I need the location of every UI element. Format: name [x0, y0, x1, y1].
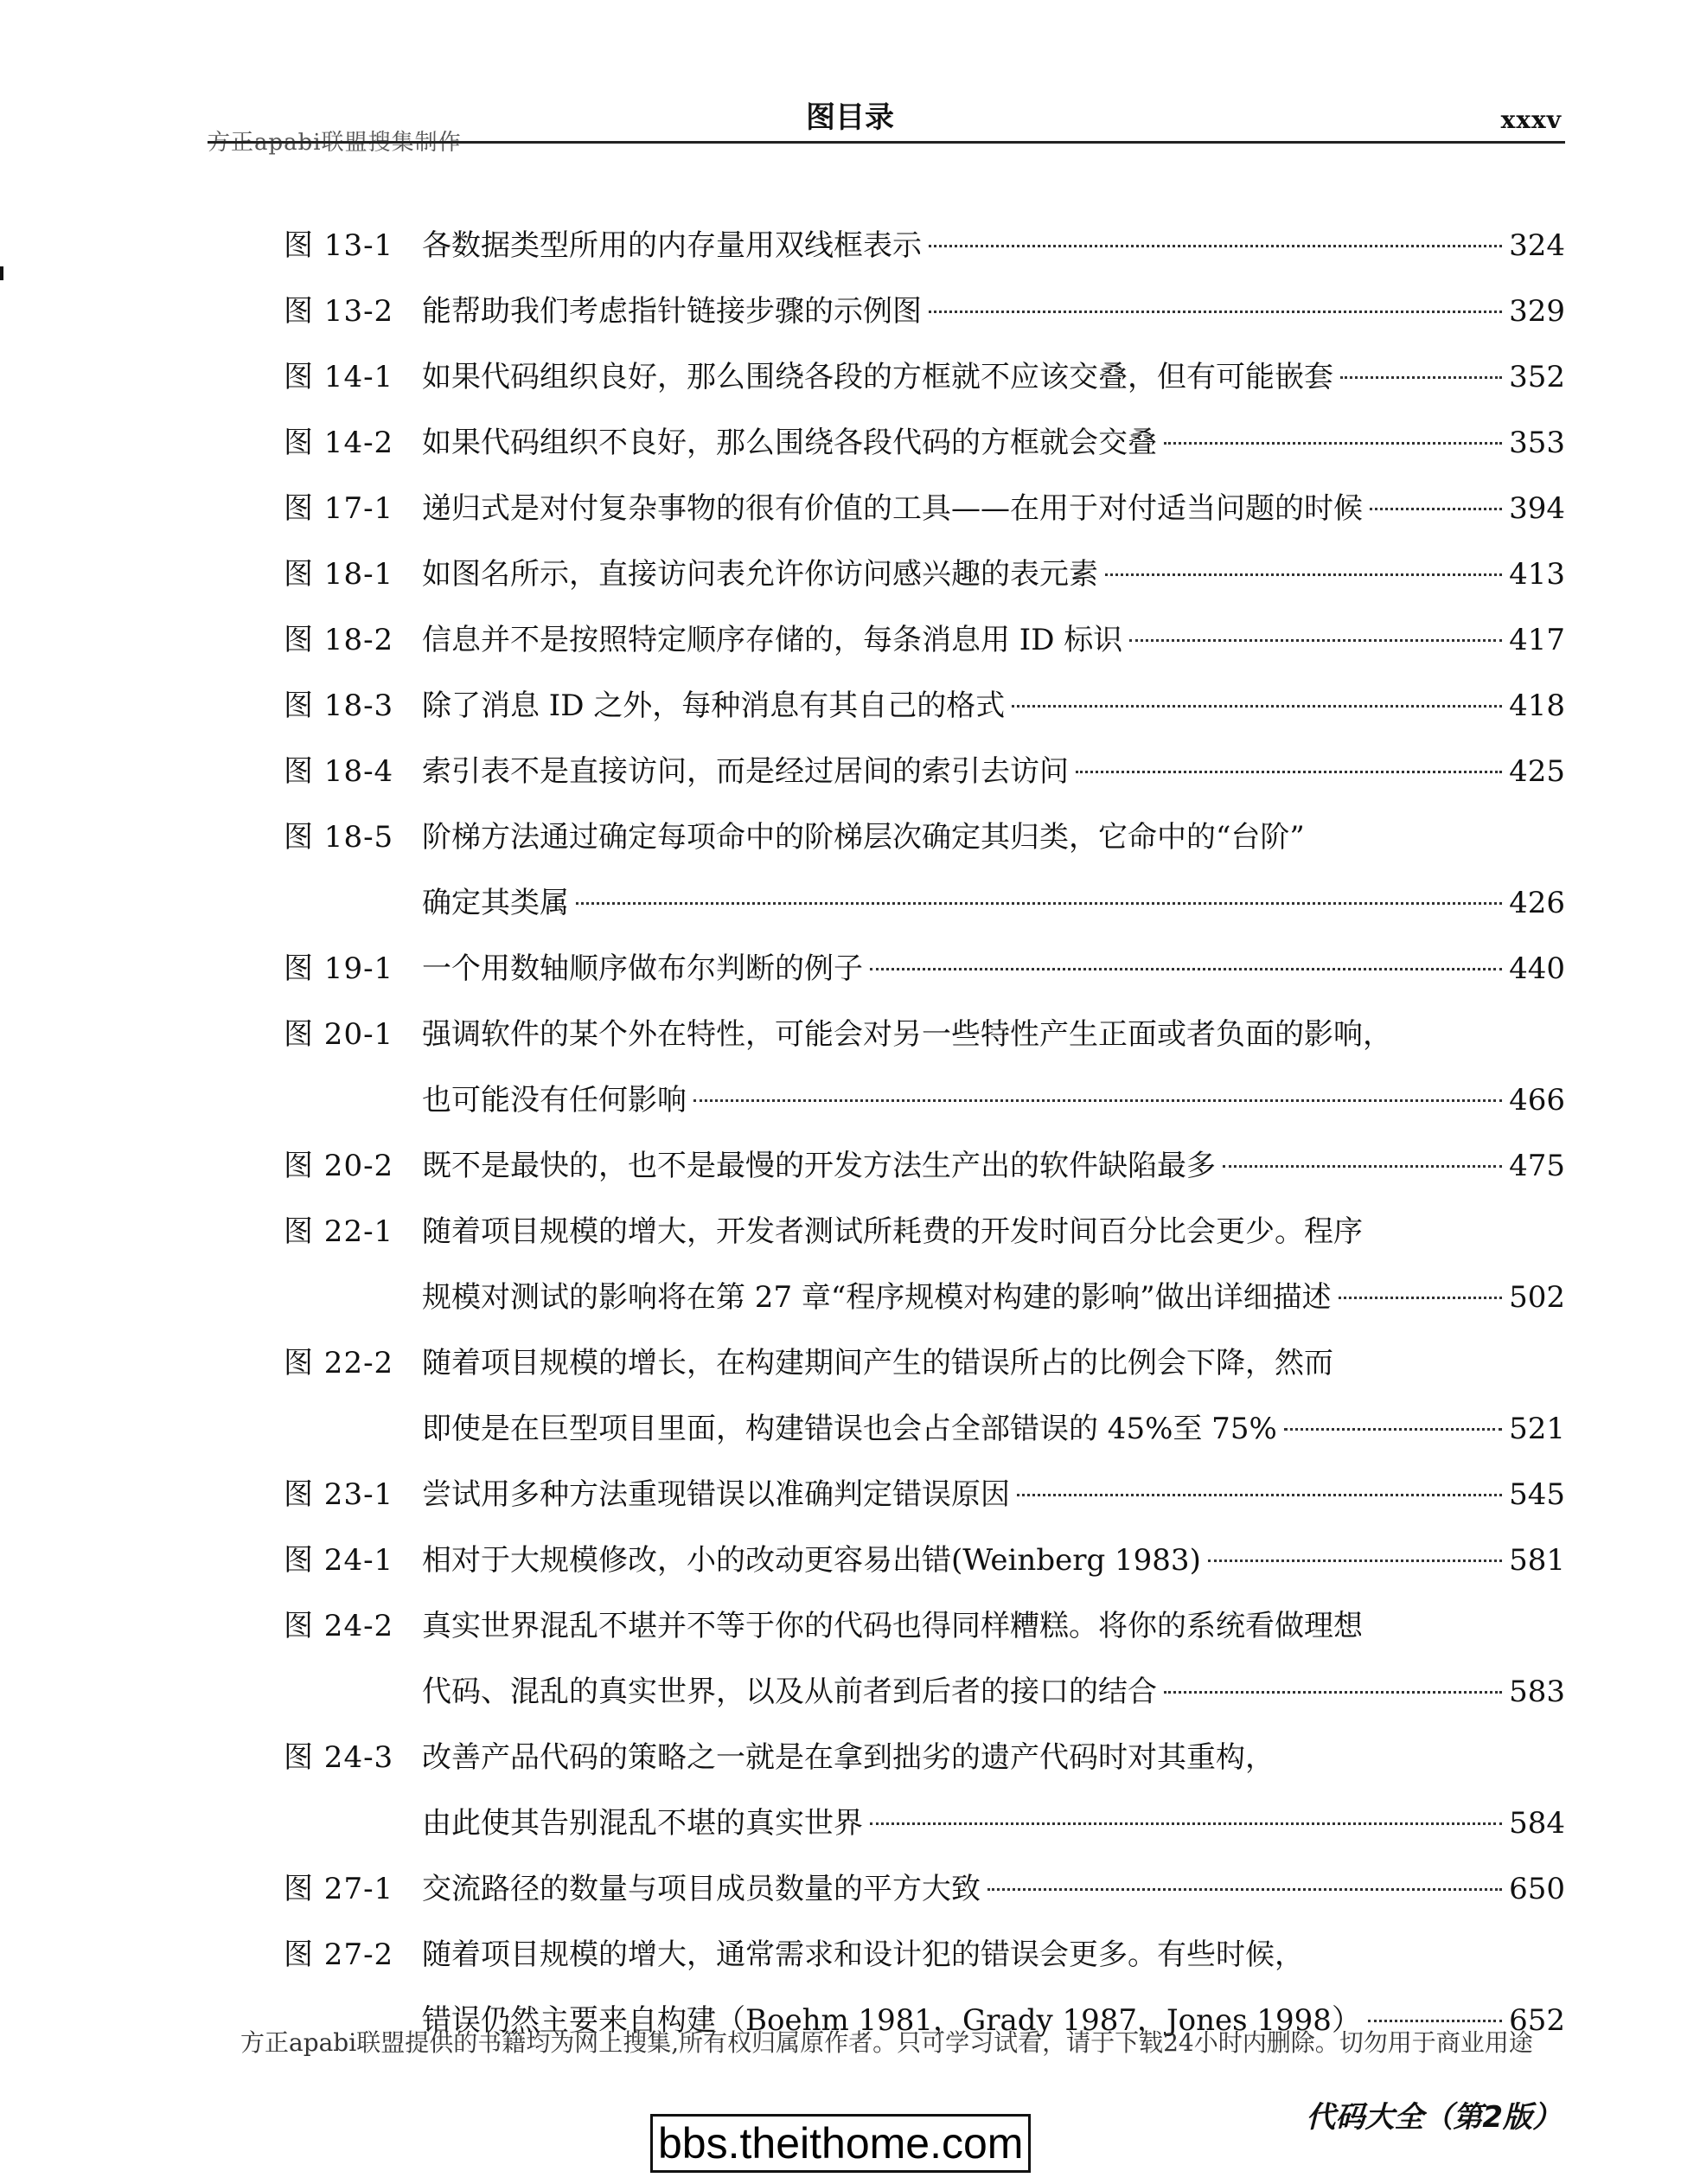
- figure-caption: 强调软件的某个外在特性，可能会对另一些特性产生正面或者负面的影响，: [422, 1017, 1392, 1052]
- page-reference: 418: [1509, 689, 1565, 723]
- page-reference: 650: [1509, 1872, 1565, 1906]
- entry-line: [284, 1199, 1565, 1265]
- entry-line: [284, 804, 1565, 870]
- page-reference: 394: [1509, 491, 1565, 526]
- figure-caption: 信息并不是按照特定顺序存储的，每条消息用 ID 标识: [422, 623, 1123, 657]
- entry-line: [284, 739, 1565, 804]
- entry-line: [284, 870, 1565, 936]
- entry-line: [284, 1725, 1565, 1790]
- margin-mark: [0, 266, 3, 280]
- figure-entry: [284, 476, 1565, 541]
- figure-number: 图 24-2: [284, 1609, 394, 1643]
- figure-caption: 规模对测试的影响将在第 27 章“程序规模对构建的影响”做出详细描述: [422, 1280, 1332, 1315]
- figure-number: 图 23-1: [284, 1477, 394, 1512]
- entry-line: [284, 1922, 1565, 1988]
- figure-number: 图 22-2: [284, 1346, 394, 1380]
- figure-number: 图 18-2: [284, 623, 394, 657]
- figure-entry: [284, 1462, 1565, 1528]
- dot-leader: [1129, 639, 1502, 642]
- entry-line: [284, 1856, 1565, 1922]
- dot-leader: [1105, 573, 1502, 576]
- dot-leader: [1370, 508, 1502, 510]
- figure-entry: [284, 344, 1565, 410]
- page-reference: 502: [1509, 1280, 1565, 1315]
- page-reference: 413: [1509, 557, 1565, 592]
- figure-caption: 也可能没有任何影响: [422, 1083, 687, 1118]
- figure-caption: 能帮助我们考虑指针链接步骤的示例图: [422, 294, 922, 329]
- page-reference: 426: [1509, 886, 1565, 920]
- figure-number: 图 24-1: [284, 1543, 394, 1578]
- page-reference: 353: [1509, 426, 1565, 460]
- dot-leader: [870, 968, 1502, 970]
- page-reference: 352: [1509, 360, 1565, 394]
- figure-entry: [284, 804, 1565, 936]
- figure-entry: [284, 1725, 1565, 1856]
- figure-caption: 即使是在巨型项目里面，构建错误也会占全部错误的 45%至 75%: [422, 1412, 1277, 1446]
- page-reference: 425: [1509, 754, 1565, 789]
- entry-line: [284, 673, 1565, 739]
- figure-caption: 由此使其告别混乱不堪的真实世界: [422, 1806, 863, 1841]
- figure-number: 图 18-3: [284, 689, 394, 723]
- header-rule: [208, 141, 1565, 144]
- entry-line: [284, 410, 1565, 476]
- figure-caption: 各数据类型所用的内存量用双线框表示: [422, 228, 922, 263]
- figure-entry: [284, 1002, 1565, 1133]
- dot-leader: [1076, 771, 1502, 773]
- entry-line: [284, 1067, 1565, 1133]
- figure-number: 图 22-1: [284, 1214, 394, 1249]
- dot-leader: [929, 245, 1502, 247]
- figure-caption: 阶梯方法通过确定每项命中的阶梯层次确定其归类，它命中的“台阶”: [422, 820, 1305, 855]
- figure-caption: 既不是最快的，也不是最慢的开发方法生产出的软件缺陷最多: [422, 1149, 1216, 1183]
- page-reference: 545: [1509, 1477, 1565, 1512]
- page-reference: 652: [1509, 2003, 1565, 2038]
- figure-entry: [284, 607, 1565, 673]
- dot-leader: [929, 311, 1502, 313]
- dot-leader: [1164, 1691, 1502, 1694]
- dot-leader: [576, 902, 1502, 905]
- figure-number: 图 19-1: [284, 951, 394, 986]
- page-reference: 581: [1509, 1543, 1565, 1578]
- figure-entry: [284, 1856, 1565, 1922]
- figure-caption: 递归式是对付复杂事物的很有价值的工具——在用于对付适当问题的时候: [422, 491, 1363, 526]
- entry-line: [284, 1528, 1565, 1593]
- entry-line: [284, 1265, 1565, 1330]
- figure-entry: [284, 1133, 1565, 1199]
- figure-caption: 随着项目规模的增大，开发者测试所耗费的开发时间百分比会更少。程序: [422, 1214, 1363, 1249]
- dot-leader: [987, 1888, 1502, 1891]
- dot-leader: [1340, 376, 1502, 379]
- figure-entry: [284, 739, 1565, 804]
- dot-leader: [1339, 1297, 1502, 1299]
- figure-caption: 如果代码组织不良好，那么围绕各段代码的方框就会交叠: [422, 426, 1157, 460]
- page-title: 图目录: [806, 100, 894, 135]
- figure-number: 图 18-5: [284, 820, 394, 855]
- figure-number: 图 27-2: [284, 1937, 394, 1972]
- entry-line: [284, 476, 1565, 541]
- page-number: xxxv: [1500, 106, 1562, 134]
- entry-line: [284, 1659, 1565, 1725]
- figure-entry: [284, 1330, 1565, 1462]
- figure-number: 图 14-1: [284, 360, 394, 394]
- page-reference: 440: [1509, 951, 1565, 986]
- figure-caption: 如果代码组织良好，那么围绕各段的方框就不应该交叠，但有可能嵌套: [422, 360, 1333, 394]
- figure-entry: [284, 410, 1565, 476]
- entry-line: [284, 1462, 1565, 1528]
- figure-caption: 代码、混乱的真实世界，以及从前者到后者的接口的结合: [422, 1675, 1157, 1709]
- entry-line: [284, 279, 1565, 344]
- figure-list: [284, 213, 1565, 2053]
- entry-line: [284, 541, 1565, 607]
- entry-line: [284, 1790, 1565, 1856]
- dot-leader: [1017, 1494, 1502, 1496]
- dot-leader: [1164, 442, 1502, 445]
- figure-entry: [284, 1199, 1565, 1330]
- figure-number: 图 18-1: [284, 557, 394, 592]
- figure-caption: 真实世界混乱不堪并不等于你的代码也得同样糟糕。将你的系统看做理想: [422, 1609, 1363, 1643]
- figure-caption: 除了消息 ID 之外，每种消息有其自己的格式: [422, 689, 1006, 723]
- page-reference: 329: [1509, 294, 1565, 329]
- figure-caption: 改善产品代码的策略之一就是在拿到拙劣的遗产代码时对其重构，: [422, 1740, 1275, 1775]
- figure-caption: 随着项目规模的增长，在构建期间产生的错误所占的比例会下降，然而: [422, 1346, 1333, 1380]
- figure-caption: 索引表不是直接访问，而是经过居间的索引去访问: [422, 754, 1069, 789]
- entry-line: [284, 1593, 1565, 1659]
- figure-caption: 交流路径的数量与项目成员数量的平方大致: [422, 1872, 981, 1906]
- site-stamp: bbs.theithome.com: [650, 2114, 1031, 2173]
- page-reference: 584: [1509, 1806, 1565, 1841]
- entry-line: [284, 213, 1565, 279]
- page-reference: 466: [1509, 1083, 1565, 1118]
- figure-caption: 尝试用多种方法重现错误以准确判定错误原因: [422, 1477, 1010, 1512]
- dot-leader: [693, 1099, 1502, 1102]
- figure-number: 图 20-2: [284, 1149, 394, 1183]
- dot-leader: [1208, 1560, 1502, 1562]
- page-reference: 583: [1509, 1675, 1565, 1709]
- entry-line: [284, 1002, 1565, 1067]
- book-title: 代码大全（第2版）: [1306, 2100, 1562, 2135]
- figure-entry: [284, 1528, 1565, 1593]
- figure-caption: 相对于大规模修改，小的改动更容易出错(Weinberg 1983): [422, 1543, 1201, 1578]
- figure-number: 图 17-1: [284, 491, 394, 526]
- entry-line: [284, 1396, 1565, 1462]
- figure-entry: [284, 279, 1565, 344]
- page-reference: 475: [1509, 1149, 1565, 1183]
- figure-number: 图 24-3: [284, 1740, 394, 1775]
- figure-caption: 确定其类属: [422, 886, 569, 920]
- figure-number: 图 13-2: [284, 294, 394, 329]
- figure-number: 图 18-4: [284, 754, 394, 789]
- figure-caption: 如图名所示，直接访问表允许你访问感兴趣的表元素: [422, 557, 1098, 592]
- figure-caption: 一个用数轴顺序做布尔判断的例子: [422, 951, 863, 986]
- entry-line: [284, 344, 1565, 410]
- figure-entry: [284, 213, 1565, 279]
- entry-line: [284, 607, 1565, 673]
- figure-number: 图 14-2: [284, 426, 394, 460]
- dot-leader: [1223, 1165, 1502, 1168]
- figure-entry: [284, 1593, 1565, 1725]
- dot-leader: [870, 1822, 1502, 1825]
- figure-number: 图 27-1: [284, 1872, 394, 1906]
- figure-entry: [284, 673, 1565, 739]
- dot-leader: [1284, 1428, 1502, 1431]
- header-watermark: 方正apabi联盟搜集制作: [208, 130, 462, 156]
- page-reference: 324: [1509, 228, 1565, 263]
- figure-number: 图 20-1: [284, 1017, 394, 1052]
- figure-caption: 随着项目规模的增大，通常需求和设计犯的错误会更多。有些时候，: [422, 1937, 1304, 1972]
- figure-number: 图 13-1: [284, 228, 394, 263]
- page-reference: 417: [1509, 623, 1565, 657]
- figure-caption: 错误仍然主要来自构建（Boehm 1981，Grady 1987，Jones 1998）: [422, 2003, 1361, 2038]
- page-reference: 521: [1509, 1412, 1565, 1446]
- footer-note: 方正apabi联盟提供的书籍均为网上搜集,所有权归属原作者。只可学习试看，请于下载24小时内删除。切勿用于商业用途: [240, 2028, 1533, 2057]
- entry-line: [284, 936, 1565, 1002]
- figure-entry: [284, 936, 1565, 1002]
- entry-line: [284, 1330, 1565, 1396]
- dot-leader: [1368, 2020, 1502, 2022]
- entry-line: [284, 1133, 1565, 1199]
- dot-leader: [1012, 705, 1502, 708]
- figure-entry: [284, 541, 1565, 607]
